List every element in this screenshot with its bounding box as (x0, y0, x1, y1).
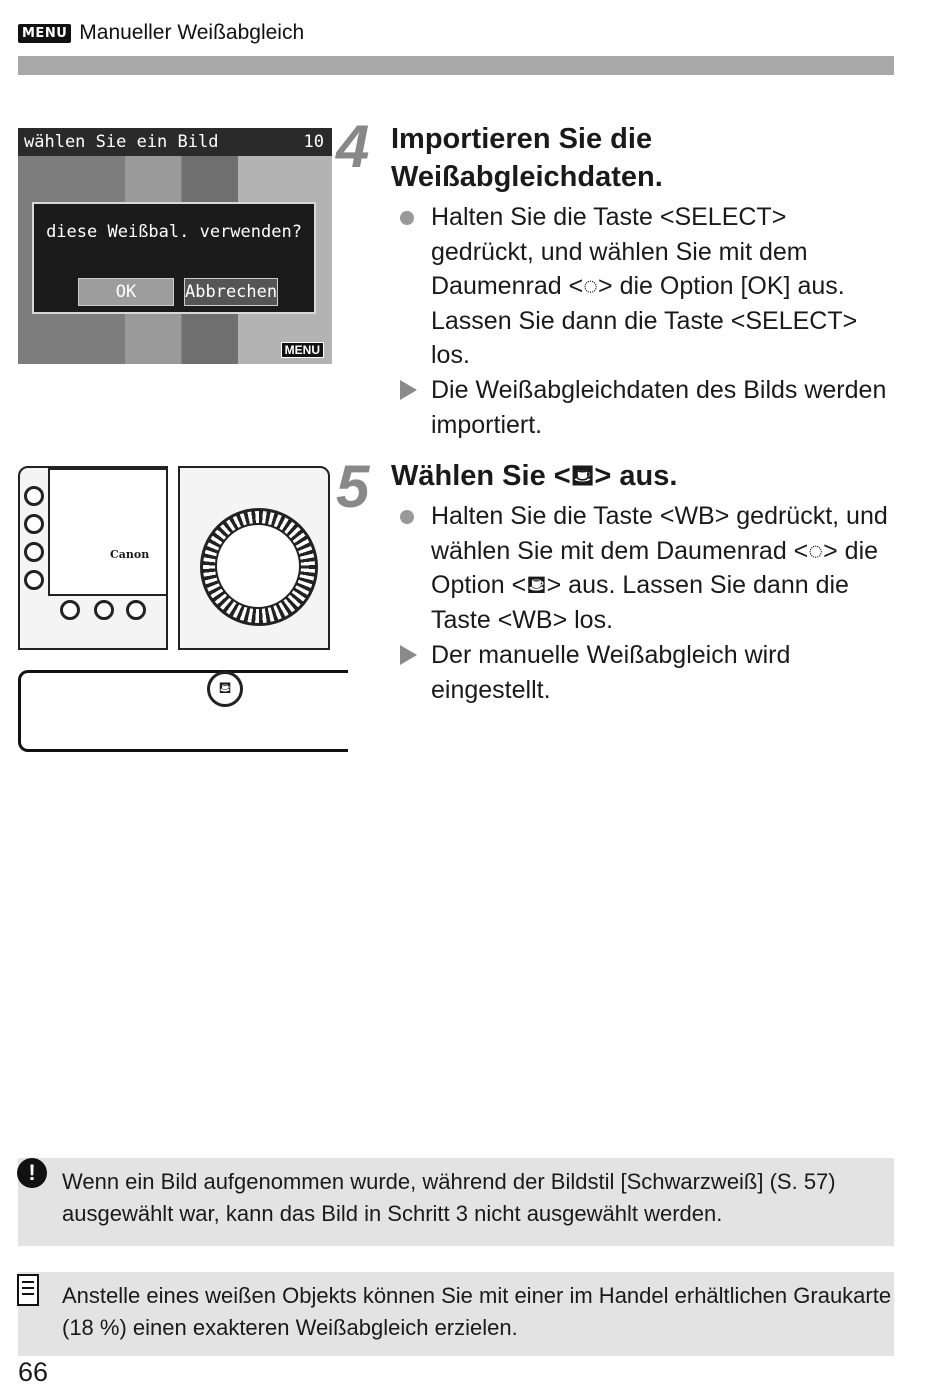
page-number: 66 (18, 1357, 49, 1387)
caution-text: Wenn ein Bild aufgenommen wurde, während der Bildstil [Schwarzweiß] (S. 57) ausgewählt war, kann das Bild in Schritt 3 nicht ausgewählt werden. (62, 1169, 836, 1226)
camera-lcd (48, 468, 168, 596)
result-item: Die Weißabgleichdaten des Bilds werden importiert. (400, 373, 895, 442)
instruction-item: Halten Sie die Taste <SELECT> gedrückt, und wählen Sie mit dem Daumenrad <◌> die Option [OK] aus. Lassen Sie dann die Taste <SELECT> los. (400, 200, 895, 373)
top-lcd-panel (18, 670, 348, 752)
custom-wb-icon: ⛾ (207, 671, 243, 707)
dialog-question: diese Weißbal. verwenden? (46, 222, 302, 242)
bullet-icon (400, 200, 414, 235)
memo-note (18, 1272, 894, 1356)
memo-icon (17, 1274, 39, 1306)
step-title: Wählen Sie <⛾> aus. (391, 460, 678, 492)
page-header (18, 18, 304, 48)
section-title: Manueller Weißabgleich (79, 21, 305, 44)
lcd-title-bar (18, 128, 332, 156)
caution-icon: ! (17, 1158, 47, 1188)
confirm-dialog (32, 202, 316, 314)
result-item: Der manuelle Weißabgleich wird eingestellt. (400, 638, 895, 707)
memo-text: Anstelle eines weißen Objekts können Sie mit einer im Handel erhältlichen Graukarte (18 %) einen exakteren Weißabgleich erzielen. (62, 1283, 892, 1340)
quick-control-dial-icon (200, 508, 318, 626)
camera-illustration (18, 466, 332, 652)
display-button-icon (24, 542, 44, 562)
image-count: 10 (303, 132, 324, 152)
lcd-screenshot (18, 128, 332, 364)
menu-icon: MENU (18, 24, 71, 43)
camera-brand: Canon (110, 548, 150, 561)
step-number: 4 (336, 113, 370, 180)
camera-back-right (178, 466, 330, 650)
result-arrow-icon (400, 373, 417, 410)
result-arrow-icon (400, 638, 417, 675)
menu-button-icon (24, 486, 44, 506)
file-button-icon (94, 600, 114, 620)
camera-back-left (18, 466, 168, 650)
info-button-icon (24, 570, 44, 590)
step-title: Importieren Sie die Weißabgleichdaten. (391, 123, 663, 193)
wb-button-icon (126, 600, 146, 620)
instruction-item: Halten Sie die Taste <WB> gedrückt, und wählen Sie mit dem Daumenrad <◌> die Option <⛾> aus. Lassen Sie dann die Taste <WB> los. (400, 499, 895, 637)
folder-button-icon (60, 600, 80, 620)
lcd-title: wählen Sie ein Bild (24, 132, 219, 152)
select-button-icon (24, 514, 44, 534)
bullet-icon (400, 499, 414, 534)
ok-button: OK (78, 278, 174, 306)
cancel-button: Abbrechen (184, 278, 278, 306)
step-number: 5 (336, 453, 370, 520)
menu-return-icon: MENU (281, 342, 324, 358)
caution-note (18, 1158, 894, 1246)
header-rule (18, 56, 894, 75)
